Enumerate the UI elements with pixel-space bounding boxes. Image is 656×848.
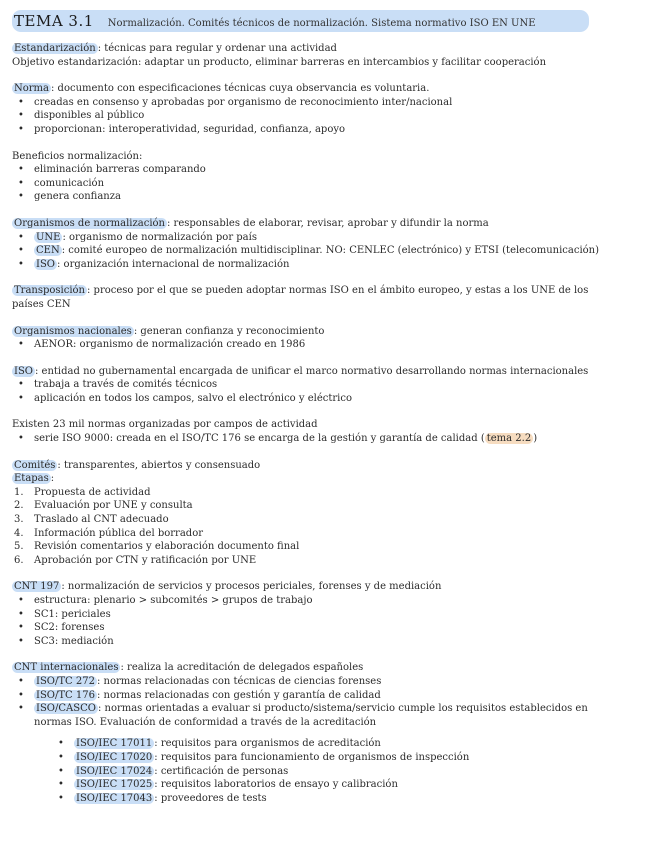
list-item bbox=[12, 689, 646, 703]
list-item: • aplicación en todos los campos, salvo el electrónico y eléctrico bbox=[12, 392, 646, 406]
definition: : normas relacionadas con técnicas de ciencias forenses bbox=[96, 675, 382, 687]
norma-line bbox=[12, 82, 646, 96]
organismos-list bbox=[12, 231, 646, 272]
term: Etapas bbox=[14, 473, 49, 485]
definition: : entidad no gubernamental encargada de unificar el marco normativo desarrollando normas internacionales bbox=[35, 365, 589, 377]
item-number: 6. bbox=[14, 554, 24, 566]
term: Objetivo estandarización bbox=[12, 56, 138, 68]
objetivo-line bbox=[12, 56, 646, 70]
list-item bbox=[12, 751, 646, 765]
list-item bbox=[12, 737, 646, 751]
colon: : bbox=[50, 473, 55, 485]
item-text: Propuesta de actividad bbox=[34, 486, 151, 498]
list-item bbox=[12, 527, 646, 541]
list-item bbox=[12, 244, 646, 258]
term: ISO/IEC 17011 bbox=[76, 738, 153, 750]
list-item bbox=[12, 432, 646, 446]
list-item: • genera confianza bbox=[12, 190, 646, 204]
list-item bbox=[12, 540, 646, 554]
term: CEN bbox=[36, 245, 60, 257]
norma-list bbox=[12, 96, 646, 137]
term: ISO/IEC 17025 bbox=[76, 779, 153, 791]
term: CNT internacionales bbox=[14, 662, 119, 674]
definition: : realiza la acreditación de delegados españoles bbox=[120, 662, 364, 674]
term: UNE bbox=[36, 231, 61, 243]
definition: : normas orientadas a evaluar si producto/sistema/servicio cumple los requisitos establecidos en normas ISO. Evaluación de conformidad a través de la acreditación bbox=[34, 703, 588, 728]
definition: : requisitos para funcionamiento de organismos de inspección bbox=[154, 751, 470, 763]
cnt197-line bbox=[12, 580, 646, 594]
list-item bbox=[12, 258, 646, 272]
item-text: serie ISO 9000: creada en el ISO/TC 176 se encarga de la gestión y garantía de calidad ( bbox=[34, 433, 485, 445]
item-number: 3. bbox=[14, 514, 24, 526]
list-item: • disponibles al público bbox=[12, 109, 646, 123]
item-text: Traslado al CNT adecuado bbox=[34, 514, 169, 526]
list-item: • trabaja a través de comités técnicos bbox=[12, 378, 646, 392]
list-item bbox=[12, 792, 646, 806]
item-number: 5. bbox=[14, 541, 24, 553]
list-item: • SC1: periciales bbox=[12, 608, 646, 622]
term: CNT 197 bbox=[14, 581, 60, 593]
term: ISO/TC 272 bbox=[36, 675, 95, 687]
organismos-line bbox=[12, 217, 646, 231]
term: Organismos de normalización bbox=[14, 217, 165, 229]
definition: : adaptar un producto, eliminar barreras en intercambios y facilitar cooperación bbox=[138, 56, 547, 68]
definition: : organismo de normalización por país bbox=[62, 231, 257, 243]
list-item: • eliminación barreras comparando bbox=[12, 163, 646, 177]
estandarizacion-line bbox=[12, 42, 646, 56]
list-item bbox=[12, 675, 646, 689]
list-item: • AENOR: organismo de normalización creado en 1986 bbox=[12, 338, 646, 352]
comites-line bbox=[12, 459, 646, 473]
term: Comités bbox=[14, 459, 56, 471]
existen-line: Existen 23 mil normas organizadas por campos de actividad bbox=[12, 419, 318, 431]
definition: : responsables de elaborar, revisar, aprobar y difundir la norma bbox=[167, 217, 489, 229]
term: ISO bbox=[36, 258, 55, 270]
term: ISO bbox=[14, 365, 33, 377]
title-bar bbox=[12, 10, 589, 32]
definition: : documento con especificaciones técnicas cuya observancia es voluntaria. bbox=[51, 83, 430, 95]
beneficios-heading: Beneficios normalización: bbox=[12, 150, 143, 162]
list-item: • comunicación bbox=[12, 177, 646, 191]
list-item: • estructura: plenario > subcomités > grupos de trabajo bbox=[12, 594, 646, 608]
list-item bbox=[12, 778, 646, 792]
etapas-list bbox=[12, 486, 646, 568]
term: Estandarización bbox=[14, 43, 96, 54]
definition: : comité europeo de normalización multidisciplinar. NO: CENLEC (electrónico) y ETSI (telecomunicación) bbox=[61, 245, 600, 257]
list-item: • creadas en consenso y aprobadas por organismo de reconocimiento inter/nacional bbox=[12, 96, 646, 110]
list-item bbox=[12, 513, 646, 527]
list-item: • SC3: mediación bbox=[12, 635, 646, 649]
nacionales-line bbox=[12, 325, 646, 339]
definition: : normalización de servicios y procesos periciales, forenses y de mediación bbox=[61, 581, 442, 593]
transposicion-line bbox=[12, 284, 646, 298]
item-number: 1. bbox=[14, 486, 24, 498]
iso-list bbox=[12, 378, 646, 405]
term: ISO/IEC 17020 bbox=[76, 751, 153, 763]
list-item bbox=[12, 231, 646, 245]
cnt-int-list bbox=[12, 675, 646, 729]
item-text-end: ) bbox=[533, 433, 538, 445]
term: ISO/IEC 17024 bbox=[76, 765, 153, 777]
title-tema: TEMA 3.1 bbox=[14, 12, 94, 30]
item-number: 4. bbox=[14, 527, 24, 539]
list-item bbox=[12, 499, 646, 513]
iso-iec-list bbox=[12, 737, 646, 805]
list-item bbox=[12, 765, 646, 779]
iso-line bbox=[12, 365, 646, 379]
beneficios-list bbox=[12, 163, 646, 204]
cnt-int-line bbox=[12, 661, 646, 675]
list-item bbox=[12, 554, 646, 568]
item-text: Revisión comentarios y elaboración documento final bbox=[34, 541, 300, 553]
definition: : organización internacional de normalización bbox=[57, 258, 290, 270]
definition: : generan confianza y reconocimiento bbox=[133, 325, 325, 337]
list-item: • SC2: forenses bbox=[12, 621, 646, 635]
nacionales-list bbox=[12, 338, 646, 352]
term: ISO/CASCO bbox=[36, 703, 96, 715]
topic-reference: tema 2.2 bbox=[486, 433, 532, 445]
transposicion-line-2: países CEN bbox=[12, 298, 71, 310]
definition: : transparentes, abiertos y consensuado bbox=[57, 459, 261, 471]
title-subtitle: Normalización. Comités técnicos de normalización. Sistema normativo ISO EN UNE bbox=[107, 18, 536, 29]
item-number: 2. bbox=[14, 500, 24, 512]
term: Transposición bbox=[14, 285, 85, 297]
term: Norma bbox=[14, 83, 49, 95]
item-text: Aprobación por CTN y ratificación por UNE bbox=[34, 554, 257, 566]
existen-list bbox=[12, 432, 646, 446]
definition: : certificación de personas bbox=[154, 765, 289, 777]
definition: : proceso por el que se pueden adoptar normas ISO en el ámbito europeo, y estas a los UNE de los bbox=[87, 285, 589, 297]
definition: : normas relacionadas con gestión y garantía de calidad bbox=[96, 689, 381, 701]
item-text: Información pública del borrador bbox=[34, 527, 203, 539]
list-item bbox=[12, 486, 646, 500]
list-item: • proporcionan: interoperatividad, seguridad, confianza, apoyo bbox=[12, 123, 646, 137]
cnt197-list bbox=[12, 594, 646, 648]
item-text: Evaluación por UNE y consulta bbox=[34, 500, 193, 512]
definition: : proveedores de tests bbox=[154, 792, 267, 804]
term: Organismos nacionales bbox=[14, 325, 132, 337]
etapas-heading bbox=[12, 472, 646, 486]
list-item bbox=[12, 702, 624, 729]
term: ISO/TC 176 bbox=[36, 689, 95, 701]
definition: : técnicas para regular y ordenar una actividad bbox=[97, 43, 337, 54]
definition: : requisitos para organismos de acreditación bbox=[154, 738, 381, 750]
definition: : requisitos laboratorios de ensayo y calibración bbox=[154, 779, 398, 791]
term: ISO/IEC 17043 bbox=[76, 792, 153, 804]
